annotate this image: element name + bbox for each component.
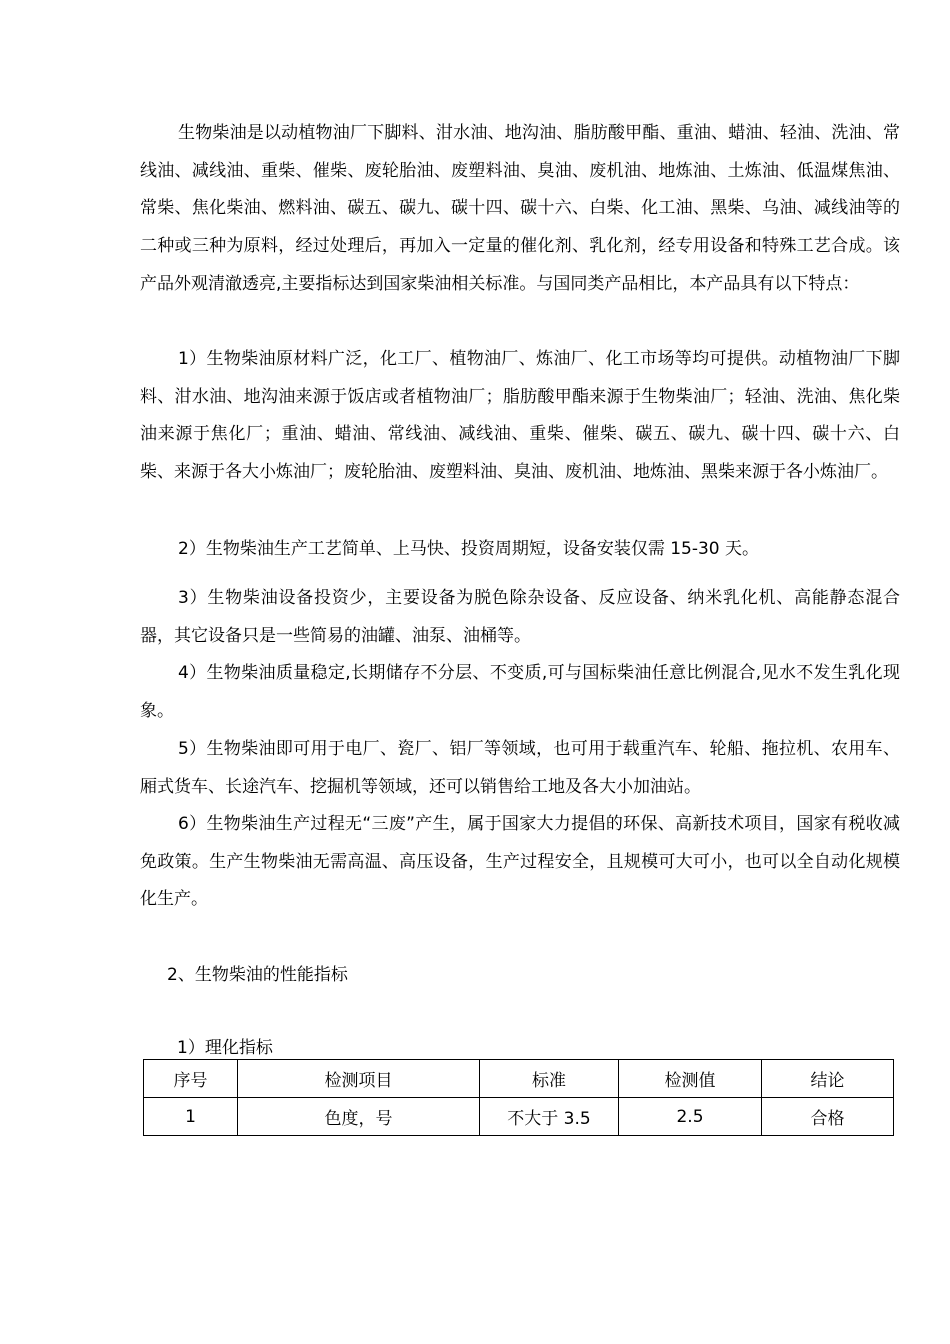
subsection-heading: 1）理化指标 bbox=[177, 1038, 273, 1058]
cell-value: 2.5 bbox=[619, 1098, 762, 1136]
feature-paragraph-1: 1）生物柴油原材料广泛，化工厂、植物油厂、炼油厂、化工市场等均可提供。动植物油厂下脚料、泔水油、地沟油来源于饭店或者植物油厂；脂肪酸甲酯来源于生物柴油厂；轻油、洗油、焦化柴油来源于焦化厂；重油、蜡油、常线油、减线油、重柴、催柴、碳五、碳九、碳十四、碳十六、白柴、来源于各大小炼油厂；废轮胎油、废塑料油、臭油、废机油、地炼油、黑柴来源于各小炼油厂。 bbox=[140, 349, 900, 483]
col-header-index: 序号 bbox=[144, 1060, 238, 1098]
cell-item: 色度，号 bbox=[238, 1098, 480, 1136]
section-heading: 2、生物柴油的性能指标 bbox=[167, 965, 348, 985]
table-header-row bbox=[144, 1060, 894, 1098]
spec-table bbox=[143, 1059, 894, 1136]
col-header-conclusion: 结论 bbox=[762, 1060, 894, 1098]
feature-paragraph-4: 4）生物柴油质量稳定,长期储存不分层、不变质,可与国标柴油任意比例混合,见水不发生乳化现象。 bbox=[140, 663, 900, 721]
cell-conclusion: 合格 bbox=[762, 1098, 894, 1136]
cell-standard: 不大于 3.5 bbox=[480, 1098, 619, 1136]
feature-paragraph-3: 3）生物柴油设备投资少，主要设备为脱色除杂设备、反应设备、纳米乳化机、高能静态混合器，其它设备只是一些简易的油罐、油泵、油桶等。 bbox=[140, 588, 900, 646]
col-header-standard: 标准 bbox=[480, 1060, 619, 1098]
feature-paragraph-6: 6）生物柴油生产过程无“三废”产生，属于国家大力提倡的环保、高新技术项目，国家有税收减免政策。生产生物柴油无需高温、高压设备，生产过程安全，且规模可大可小，也可以全自动化规模化生产。 bbox=[140, 814, 900, 910]
table-row bbox=[144, 1098, 894, 1136]
col-header-value: 检测值 bbox=[619, 1060, 762, 1098]
feature-paragraph-5: 5）生物柴油即可用于电厂、瓷厂、铝厂等领域，也可用于载重汽车、轮船、拖拉机、农用车、厢式货车、长途汽车、挖掘机等领域，还可以销售给工地及各大小加油站。 bbox=[140, 739, 900, 797]
cell-index: 1 bbox=[144, 1098, 238, 1136]
intro-paragraph: 生物柴油是以动植物油厂下脚料、泔水油、地沟油、脂肪酸甲酯、重油、蜡油、轻油、洗油、常线油、减线油、重柴、催柴、废轮胎油、废塑料油、臭油、废机油、地炼油、土炼油、低温煤焦油、常柴、焦化柴油、燃料油、碳五、碳九、碳十四、碳十六、白柴、化工油、黑柴、乌油、减线油等的二种或三种为原料，经过处理后，再加入一定量的催化剂、乳化剂，经专用设备和特殊工艺合成。该产品外观清澈透亮,主要指标达到国家柴油相关标准。与国同类产品相比，本产品具有以下特点： bbox=[140, 123, 900, 294]
feature-paragraph-2: 2）生物柴油生产工艺简单、上马快、投资周期短，设备安装仅需 15-30 天。 bbox=[178, 539, 760, 559]
col-header-item: 检测项目 bbox=[238, 1060, 480, 1098]
